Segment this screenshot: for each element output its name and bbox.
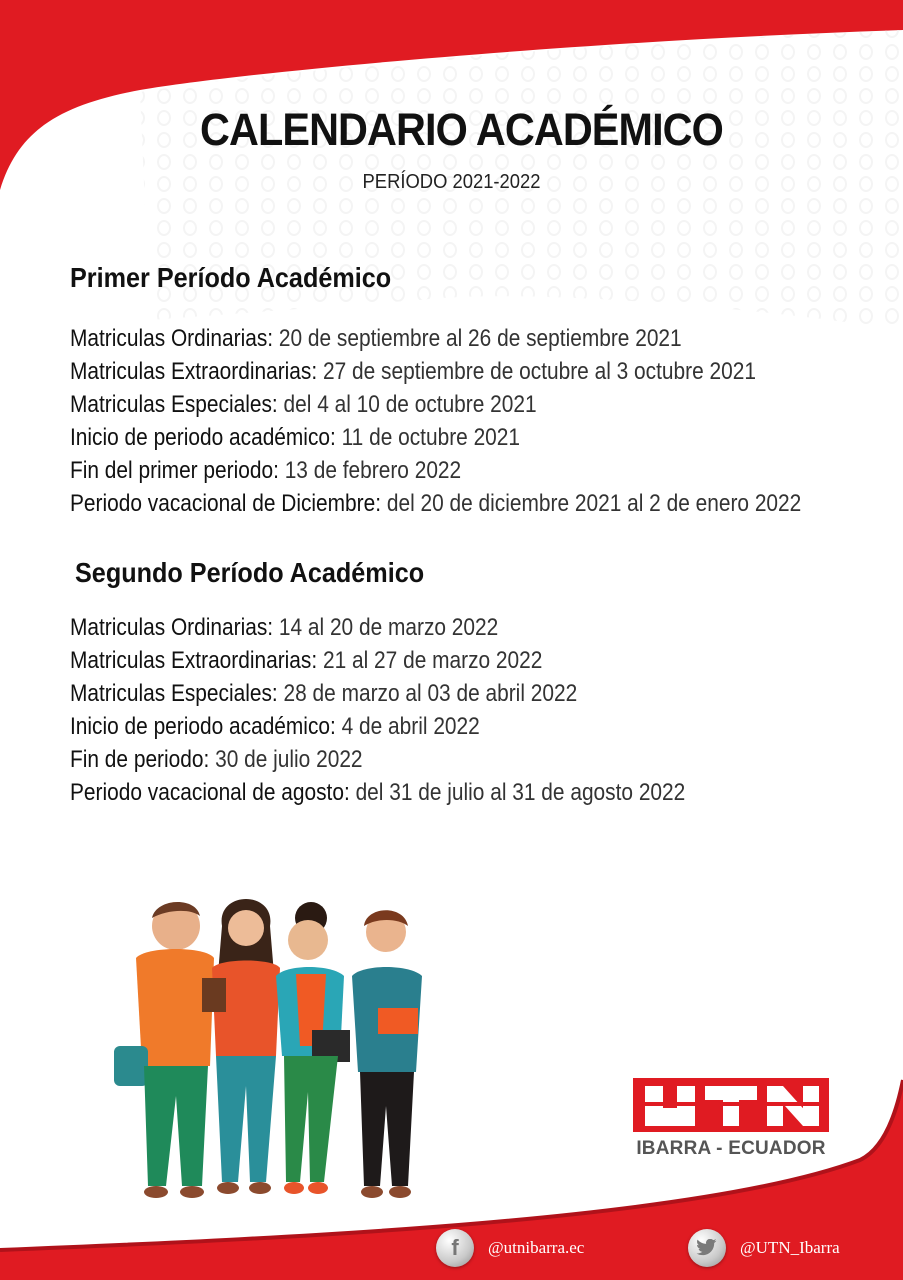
twitter-icon — [688, 1229, 726, 1267]
list-item: Inicio de periodo académico: 11 de octubre 2021 — [70, 424, 521, 451]
facebook-handle: @utnibarra.ec — [488, 1238, 585, 1257]
list-item: Matriculas Extraordinarias: 27 de septiembre de octubre al 3 octubre 2021 — [70, 358, 756, 385]
list-item: Matriculas Ordinarias: 14 al 20 de marzo 2022 — [70, 614, 499, 641]
facebook-link[interactable] — [436, 1229, 584, 1267]
list-item: Inicio de periodo académico: 4 de abril 2022 — [70, 713, 480, 740]
list-item: Matriculas Especiales: 28 de marzo al 03 de abril 2022 — [70, 680, 578, 707]
twitter-handle: @UTN_Ibarra — [740, 1238, 840, 1257]
segundo-periodo-list — [70, 611, 777, 809]
students-illustration — [86, 896, 456, 1216]
list-item: Periodo vacacional de Diciembre: del 20 de diciembre 2021 al 2 de enero 2022 — [70, 490, 802, 517]
student-figure — [352, 910, 422, 1198]
period-subtitle: PERÍODO 2021-2022 — [362, 171, 541, 193]
utn-logo — [633, 1078, 829, 1132]
segundo-periodo-heading: Segundo Período Académico — [75, 557, 425, 588]
primer-periodo-heading: Primer Período Académico — [70, 262, 392, 293]
list-item: Matriculas Extraordinarias: 21 al 27 de marzo 2022 — [70, 647, 543, 674]
primer-periodo-list — [70, 322, 903, 520]
list-item: Periodo vacacional de agosto: del 31 de julio al 31 de agosto 2022 — [70, 779, 686, 806]
logo-caption: IBARRA - ECUADOR — [636, 1138, 826, 1159]
twitter-link[interactable] — [688, 1229, 840, 1267]
list-item: Matriculas Ordinarias: 20 de septiembre al 26 de septiembre 2021 — [70, 325, 682, 352]
list-item: Fin del primer periodo: 13 de febrero 2022 — [70, 457, 462, 484]
page-title: CALENDARIO ACADÉMICO — [200, 104, 723, 155]
student-figure — [114, 902, 214, 1198]
facebook-icon: f — [436, 1229, 474, 1267]
list-item: Matriculas Especiales: del 4 al 10 de octubre 2021 — [70, 391, 537, 418]
list-item: Fin de periodo: 30 de julio 2022 — [70, 746, 363, 773]
student-figure — [276, 902, 350, 1194]
student-figure — [202, 899, 280, 1194]
